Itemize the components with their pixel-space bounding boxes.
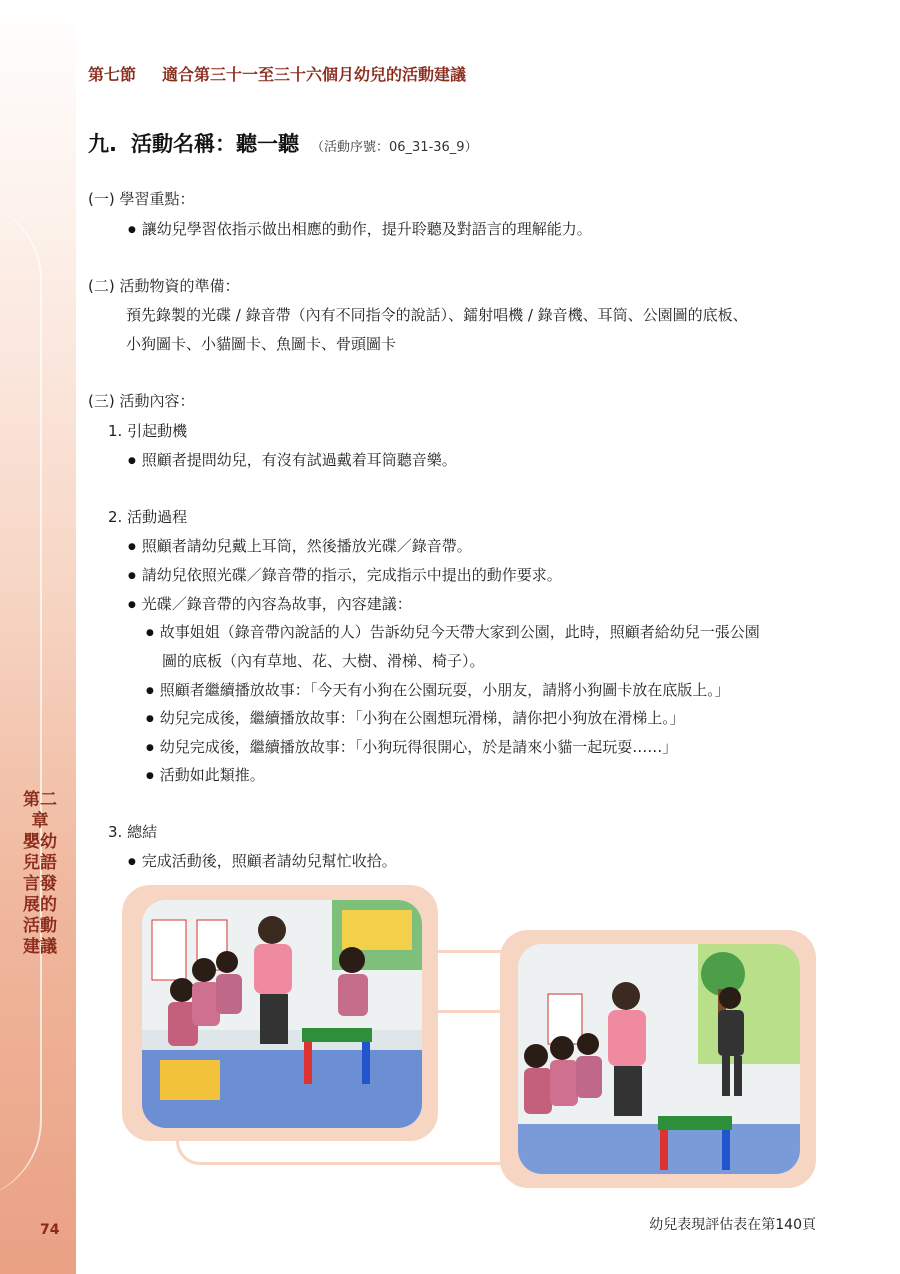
- step-bullet: ● 請幼兒依照光碟／錄音帶的指示，完成指示中提出的動作要求。: [128, 565, 562, 586]
- classroom-photo-2-image: [518, 944, 800, 1174]
- classroom-photo-1-image: [142, 900, 422, 1128]
- materials-line: 小狗圖卡、小貓圖卡、魚圖卡、骨頭圖卡: [126, 335, 397, 353]
- chapter-label: 第二章 嬰幼兒語言發展的活動建議: [23, 790, 57, 957]
- learning-focus-heading: (一) 學習重點：: [88, 190, 195, 208]
- classroom-photo-2: [518, 944, 800, 1174]
- step-bullet: ● 照顧者請幼兒戴上耳筒，然後播放光碟／錄音帶。: [128, 536, 472, 557]
- materials-line: 預先錄製的光碟 / 錄音帶（內有不同指令的說話）、鐳射唱機 / 錄音機、耳筒、公園圖的底板、: [126, 306, 748, 324]
- step-bullet: ● 照顧者提問幼兒，有沒有試過戴着耳筒聽音樂。: [128, 450, 457, 471]
- classroom-photo-1: [142, 900, 422, 1128]
- section-label: 第七節: [88, 65, 137, 84]
- assessment-reference: 幼兒表現評估表在第140頁: [649, 1217, 816, 1233]
- sub-bullet: ● 照顧者繼續播放故事：「今天有小狗在公園玩耍，小朋友，請將小狗圖卡放在底版上。」: [146, 680, 730, 701]
- sub-bullet: ● 幼兒完成後，繼續播放故事：「小狗玩得很開心，於是請來小貓一起玩耍……」: [146, 737, 677, 758]
- activity-title: [88, 128, 478, 158]
- learning-focus-bullet: ● 讓幼兒學習依指示做出相應的動作，提升聆聽及對語言的理解能力。: [128, 219, 592, 240]
- sidebar-curve: [0, 200, 42, 1200]
- sub-bullet: ● 幼兒完成後，繼續播放故事：「小狗在公園想玩滑梯，請你把小狗放在滑梯上。」: [146, 708, 685, 729]
- section-header: [88, 62, 492, 85]
- activity-code: （活動序號：06_31-36_9）: [310, 140, 478, 155]
- step-bullet: ● 光碟／錄音帶的內容為故事，內容建議：: [128, 594, 412, 615]
- materials-heading: (二) 活動物資的準備：: [88, 277, 240, 295]
- step-bullet: ● 完成活動後，照顧者請幼兒幫忙收拾。: [128, 851, 397, 872]
- sub-bullet: ● 故事姐姐（錄音帶內說話的人）告訴幼兒今天帶大家到公園，此時，照顧者給幼兒一張公園: [146, 622, 760, 643]
- activity-number: 九.: [88, 132, 117, 156]
- chapter-sidebar: [0, 0, 76, 1274]
- step-title: 3. 總結: [108, 823, 158, 841]
- step-title: 2. 活動過程: [108, 508, 188, 526]
- sub-bullet-continued: 圖的底板（內有草地、花、大樹、滑梯、椅子）。: [162, 652, 485, 670]
- content-heading: (三) 活動內容：: [88, 392, 195, 410]
- page-number: 74: [40, 1222, 60, 1238]
- activity-name: 活動名稱：聽一聽: [130, 132, 299, 156]
- section-title: 適合第三十一至三十六個月幼兒的活動建議: [162, 65, 467, 84]
- sub-bullet: ● 活動如此類推。: [146, 765, 265, 786]
- step-title: 1. 引起動機: [108, 422, 188, 440]
